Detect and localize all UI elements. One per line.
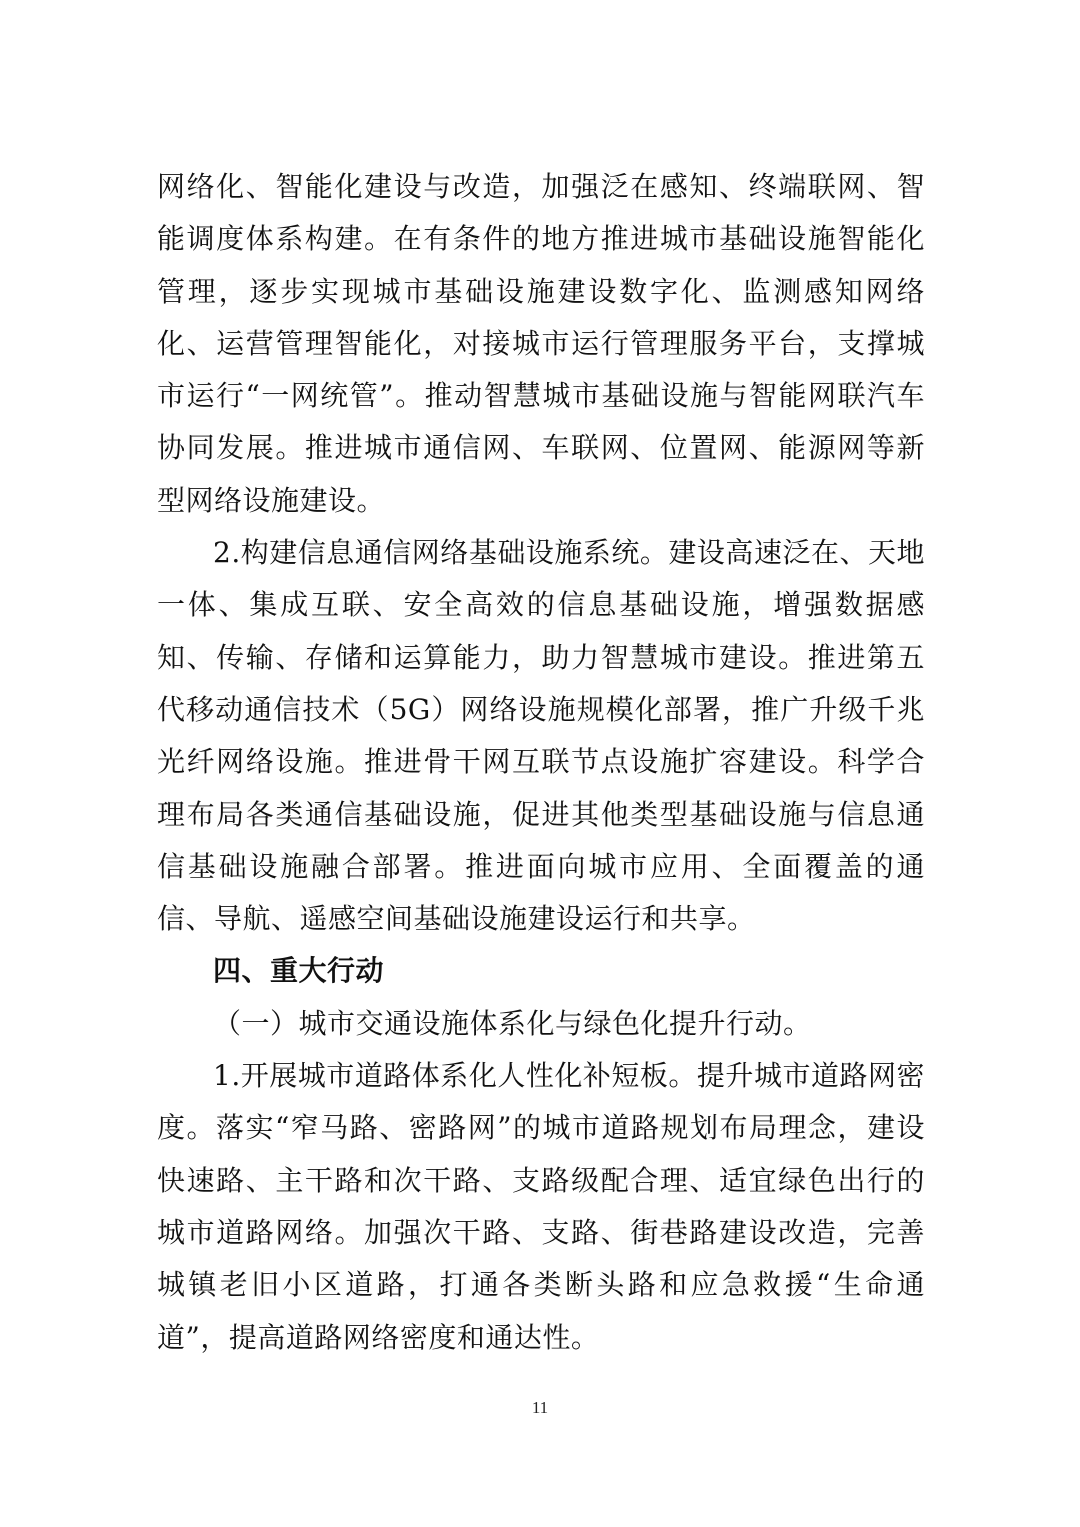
- subsection-heading: （一）城市交通设施体系化与绿色化提升行动。: [213, 1006, 812, 1040]
- paragraph-continuation: 网络化、智能化建设与改造，加强泛在感知、终端联网、智能调度体系构建。在有条件的地方推进城市基础设施智能化管理，逐步实现城市基础设施建设数字化、监测感知网络化、运营管理智能化，对接城市运行管理服务平台，支撑城市运行“一网统管”。推动智慧城市基础设施与智能网联汽车协同发展。推进城市通信网、车联网、位置网、能源网等新型网络设施建设。: [157, 170, 925, 517]
- document-body: [157, 161, 925, 1364]
- page-number: 11: [531, 1398, 549, 1417]
- paragraph-action-1: 1.开展城市道路体系化人性化补短板。提升城市道路网密度。落实“窄马路、密路网”的城市道路规划布局理念，建设快速路、主干路和次干路、支路级配合理、适宜绿色出行的城市道路网络。加强次干路、支路、街巷路建设改造，完善城镇老旧小区道路，打通各类断头路和应急救援“生命通道”，提高道路网络密度和通达性。: [157, 1059, 925, 1354]
- paragraph-item-2: 2.构建信息通信网络基础设施系统。建设高速泛在、天地一体、集成互联、安全高效的信息基础设施，增强数据感知、传输、存储和运算能力，助力智慧城市建设。推进第五代移动通信技术（5G）网络设施规模化部署，推广升级千兆光纤网络设施。推进骨干网互联节点设施扩容建设。科学合理布局各类通信基础设施，促进其他类型基础设施与信息通信基础设施融合部署。推进面向城市应用、全面覆盖的通信、导航、遥感空间基础设施建设运行和共享。: [157, 536, 925, 936]
- section-heading: 四、重大行动: [213, 954, 385, 988]
